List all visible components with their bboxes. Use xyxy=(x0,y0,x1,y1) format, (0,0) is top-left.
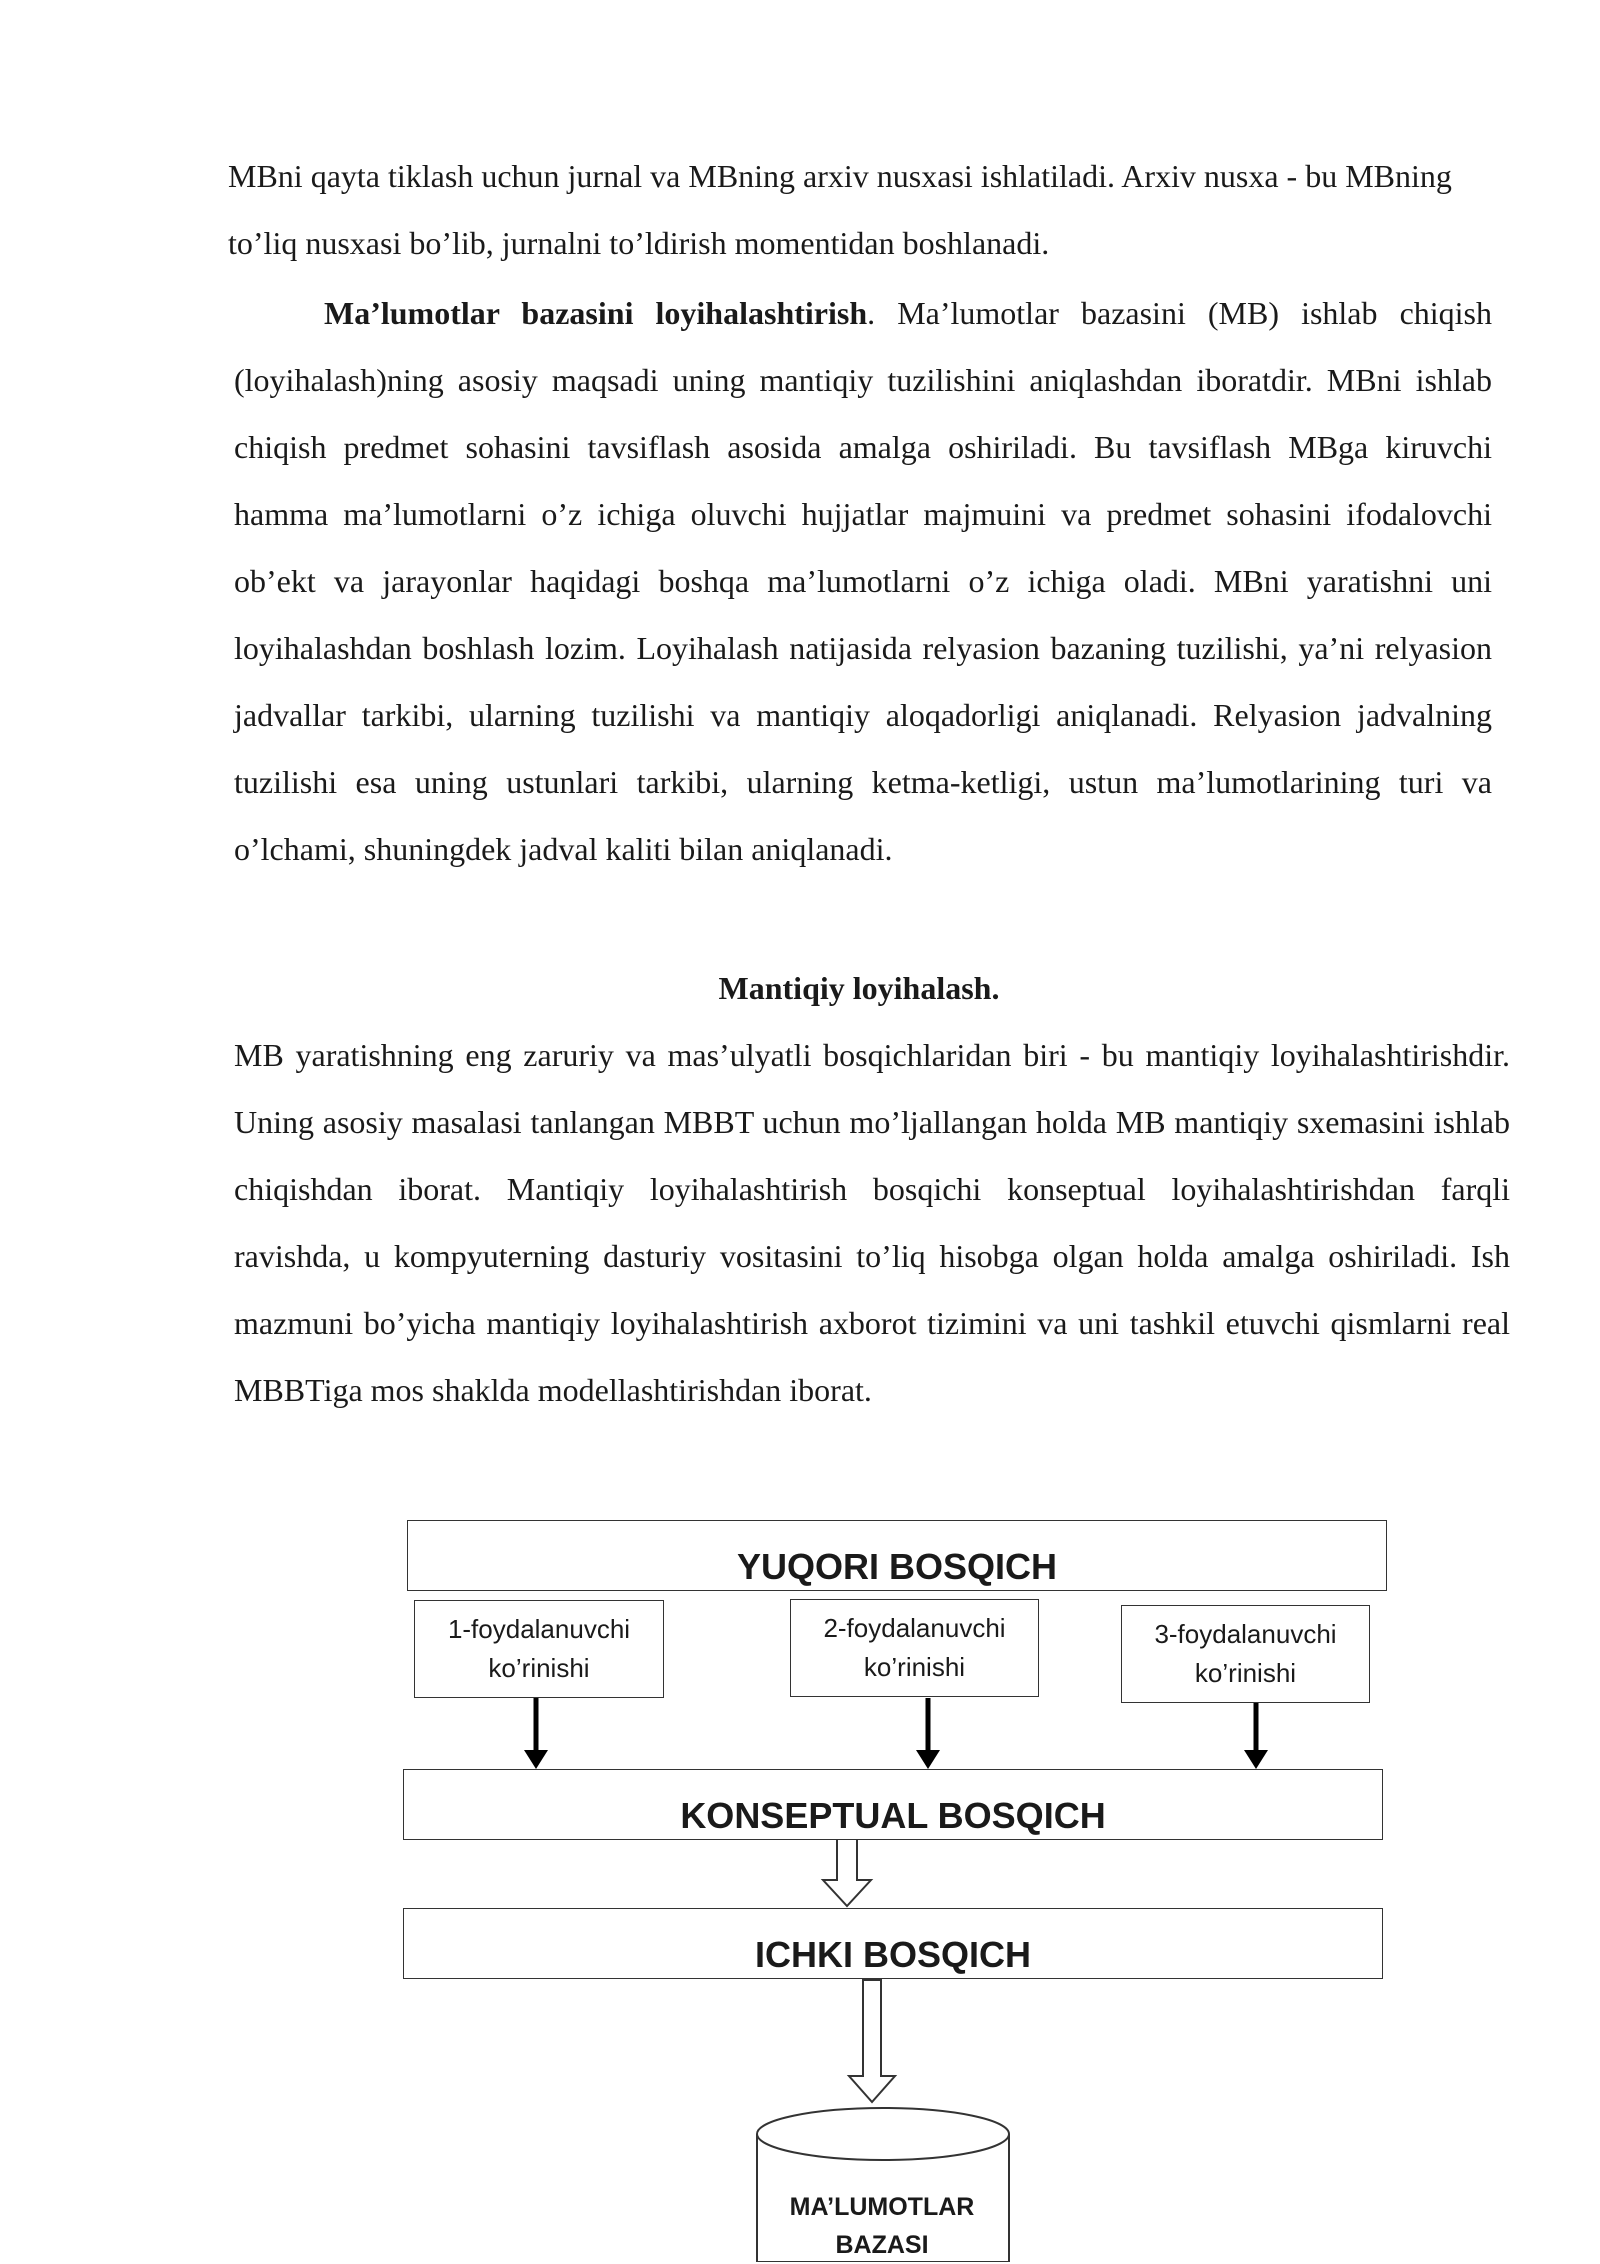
database-label-line2: BAZASI xyxy=(835,2231,929,2259)
paragraph-db-design-body: . Ma’lumotlar bazasini (MB) ishlab chiqish (loyihalash)ning asosiy maqsadi uning mantiqiy tuzilishini aniqlashdan iboratdir. MBni ishlab chiqish predmet sohasini tavsiflash asosida amalga oshiriladi. Bu tavsiflash MBga kiruvchi hamma ma’lumotlarni o’z ichiga oluvchi hujjatlar majmuini va predmet sohasini ifodalovchi ob’ekt va jarayonlar haqidagi boshqa ma’lumotlarni o’z ichiga oladi. MBni yaratishni uni loyihalashdan boshlash lozim. Loyihalash natijasida relyasion bazaning tuzilishi, ya’ni relyasion jadvallar tarkibi, ularning tuzilishi va mantiqiy aloqadorligi aniqlanadi. Relyasion jadvalning tuzilishi esa uning ustunlari tarkibi, ularning ketma-ketligi, ustun ma’lumotlarining turi va o’lchami, shuningdek jadval kaliti bilan aniqlanadi. xyxy=(234,295,1493,867)
user-view-box-2 xyxy=(790,1599,1039,1697)
stage-conceptual-label: KONSEPTUAL BOSQICH xyxy=(680,1795,1106,1836)
stage-conceptual xyxy=(403,1769,1383,1840)
paragraph-archive: MBni qayta tiklash uchun jurnal va MBning arxiv nusxasi ishlatiladi. Arxiv nusxa - bu MBning to’liq nusxasi bo’lib, jurnalni to’ldirish momentidan boshlanadi. xyxy=(228,158,1452,261)
user-view-3-line1: 3-foydalanuvchi xyxy=(1154,1619,1337,1649)
stage-internal xyxy=(403,1908,1383,1979)
stage-top xyxy=(407,1520,1387,1591)
user-view-box-1 xyxy=(414,1600,664,1698)
database-label-line1: MA’LUMOTLAR xyxy=(789,2193,975,2221)
stage-internal-label: ICHKI BOSQICH xyxy=(754,1934,1031,1975)
database-label xyxy=(757,2188,1007,2264)
section-title-db-design: Ma’lumotlar bazasini loyihalashtirish xyxy=(324,295,868,331)
user-view-3-line2: ko’rinishi xyxy=(1194,1658,1297,1688)
hollow-arrow-internal-to-database xyxy=(849,1980,895,2102)
user-view-box-3 xyxy=(1121,1605,1370,1703)
section-heading-logical-design: Mantiqiy loyihalash. xyxy=(718,970,1000,1006)
hollow-arrow-conceptual-to-internal xyxy=(823,1838,871,1906)
user-view-2-line2: ko’rinishi xyxy=(863,1652,966,1682)
stage-top-label: YUQORI BOSQICH xyxy=(736,1546,1058,1587)
user-to-conceptual-arrows xyxy=(524,1698,1268,1769)
paragraph-logical-design: MB yaratishning eng zaruriy va mas’ulyatli bosqichlaridan biri - bu mantiqiy loyihalashtirishdir. Uning asosiy masalasi tanlangan MBBT uchun mo’ljallangan holda MB mantiqiy sxemasini ishlab chiqishdan iborat. Mantiqiy loyihalashtirish bosqichi konseptual loyihalashtirishdan farqli ravishda, u kompyuterning dasturiy vositasini to’liq hisobga olgan holda amalga oshiriladi. Ish mazmuni bo’yicha mantiqiy loyihalashtirish axborot tizimini va uni tashkil etuvchi qismlarni real MBBTiga mos shaklda modellashtirishdan iborat. xyxy=(234,1037,1510,1408)
user-view-1-line1: 1-foydalanuvchi xyxy=(447,1614,631,1644)
user-view-1-line2: ko’rinishi xyxy=(488,1653,590,1683)
user-view-2-line1: 2-foydalanuvchi xyxy=(823,1613,1006,1643)
